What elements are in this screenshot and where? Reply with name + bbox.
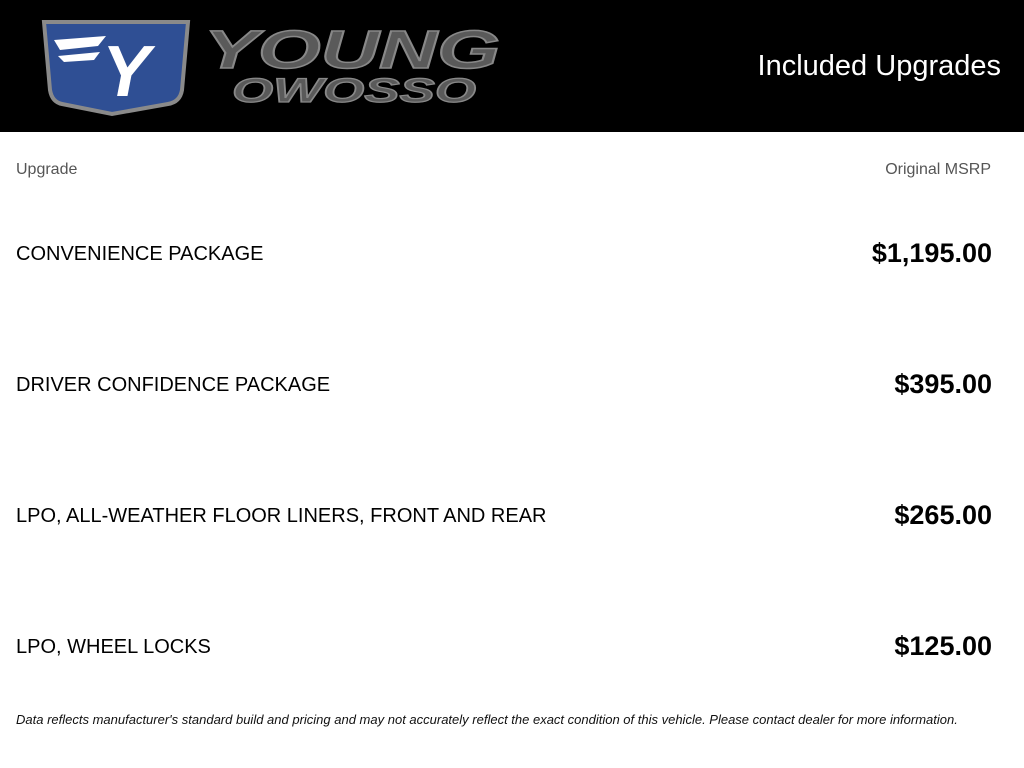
column-header-msrp: Original MSRP — [885, 161, 991, 178]
upgrade-name: CONVENIENCE PACKAGE — [16, 243, 264, 265]
upgrade-row — [16, 627, 992, 667]
disclaimer-text: Data reflects manufacturer's standard build and pricing and may not accurately reflect the exact condition of this vehicle. Please contact dealer for more information. — [16, 712, 958, 727]
column-header-upgrade: Upgrade — [16, 161, 78, 178]
page-header — [0, 0, 1024, 132]
dealer-logo — [40, 18, 510, 118]
upgrade-row — [16, 496, 992, 536]
upgrade-price: $265.00 — [894, 500, 992, 530]
logo-line2: OWOSSO — [232, 72, 476, 110]
logo-line1: YOUNG — [204, 20, 500, 80]
upgrade-price: $395.00 — [894, 369, 992, 399]
upgrade-name: DRIVER CONFIDENCE PACKAGE — [16, 374, 331, 396]
page-title: Included Upgrades — [757, 50, 1001, 82]
upgrade-row — [16, 234, 992, 274]
upgrade-row — [16, 365, 992, 405]
logo-mark: Y — [101, 32, 151, 112]
upgrade-name: LPO, ALL-WEATHER FLOOR LINERS, FRONT AND REAR — [16, 505, 547, 527]
upgrade-price: $125.00 — [894, 631, 992, 661]
upgrade-price: $1,195.00 — [871, 238, 992, 268]
upgrade-name: LPO, WHEEL LOCKS — [16, 636, 211, 658]
